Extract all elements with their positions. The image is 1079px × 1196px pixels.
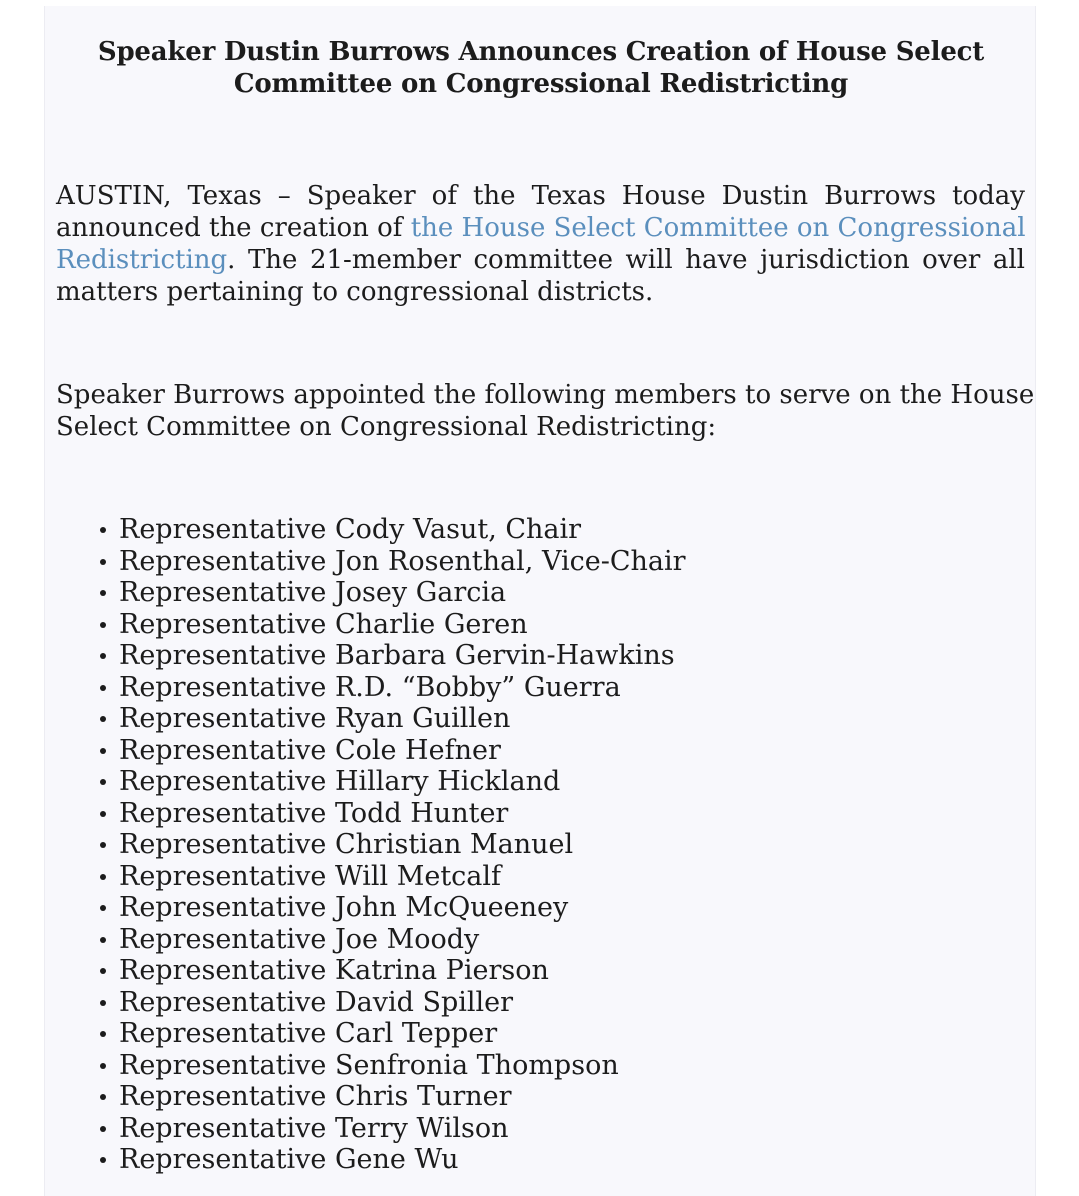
member-name: Representative Charlie Geren [119, 608, 528, 640]
member-name: Representative Cody Vasut, Chair [119, 514, 582, 545]
bullet-icon [100, 1094, 106, 1100]
title-line-1: Speaker Dustin Burrows Announces Creation of House Select [97, 37, 985, 67]
bullet-icon [100, 874, 106, 880]
bullet-icon [100, 968, 106, 974]
member-name: Representative Ryan Guillen [119, 703, 511, 734]
list-item [45, 703, 686, 735]
member-name: Representative R.D. “Bobby” Guerra [119, 671, 621, 703]
member-name: Representative Senfronia Thompson [119, 1049, 619, 1081]
appointment-line-2: Select Committee on Congressional Redistricting: [56, 412, 717, 442]
bullet-icon [100, 811, 106, 817]
member-name: Representative Josey Garcia [119, 577, 507, 608]
bullet-icon [100, 748, 106, 754]
bullet-icon [100, 716, 106, 722]
list-item [45, 546, 686, 578]
bullet-icon [100, 779, 106, 785]
bullet-icon [100, 842, 106, 848]
member-name: Representative Todd Hunter [119, 797, 509, 829]
bullet-icon [100, 905, 106, 911]
member-name: Representative Jon Rosenthal, Vice-Chair [119, 545, 686, 577]
page-title [45, 36, 1037, 100]
list-item [45, 829, 686, 861]
intro-line-3 [56, 244, 1025, 276]
list-item [45, 1018, 686, 1050]
intro-line-3-text: . The 21-member committee will have jurisdiction over all [227, 245, 1025, 275]
list-item [45, 955, 686, 987]
title-line-2: Committee on Congressional Redistricting [233, 69, 849, 99]
bullet-icon [100, 559, 106, 565]
member-name: Representative Chris Turner [119, 1081, 512, 1112]
bullet-icon [100, 937, 106, 943]
list-item [45, 735, 686, 767]
member-name: Representative Christian Manuel [119, 829, 574, 860]
list-item [45, 1081, 686, 1113]
intro-line-2 [56, 212, 1025, 244]
list-item [45, 924, 686, 956]
member-name: Representative Terry Wilson [119, 1112, 509, 1144]
member-name: Representative Katrina Pierson [119, 955, 549, 986]
appointment-paragraph [56, 379, 1035, 443]
list-item [45, 1144, 686, 1176]
member-name: Representative Will Metcalf [119, 860, 502, 892]
list-item [45, 1050, 686, 1082]
bullet-icon [100, 1157, 106, 1163]
list-item [45, 577, 686, 609]
intro-line-2-text: announced the creation of [56, 213, 411, 243]
member-name: Representative Carl Tepper [119, 1018, 498, 1049]
intro-line-1: AUSTIN, Texas – Speaker of the Texas House Dustin Burrows today [56, 181, 1025, 211]
list-item [45, 798, 686, 830]
bullet-icon [100, 590, 106, 596]
members-list [45, 514, 686, 1176]
member-name: Representative Barbara Gervin-Hawkins [119, 640, 675, 671]
bullet-icon [100, 1031, 106, 1037]
member-name: Representative John McQueeney [119, 892, 569, 923]
list-item [45, 766, 686, 798]
appointment-line-1: Speaker Burrows appointed the following members to serve on the House [56, 380, 1035, 410]
member-name: Representative Cole Hefner [119, 734, 501, 766]
committee-link-continued[interactable]: Redistricting [56, 245, 228, 275]
list-item [45, 861, 686, 893]
list-item [45, 672, 686, 704]
list-item [45, 1113, 686, 1145]
bullet-icon [100, 527, 106, 533]
bullet-icon [100, 622, 106, 628]
list-item [45, 609, 686, 641]
list-item [45, 892, 686, 924]
bullet-icon [100, 685, 106, 691]
member-name: Representative Gene Wu [119, 1144, 459, 1175]
list-item [45, 640, 686, 672]
bullet-icon [100, 1126, 106, 1132]
bullet-icon [100, 1063, 106, 1069]
list-item [45, 987, 686, 1019]
press-release-page [44, 6, 1036, 1196]
member-name: Representative David Spiller [119, 986, 514, 1018]
member-name: Representative Joe Moody [119, 923, 480, 955]
list-item [45, 514, 686, 546]
intro-line-4: matters pertaining to congressional districts. [56, 277, 654, 307]
bullet-icon [100, 653, 106, 659]
member-name: Representative Hillary Hickland [119, 766, 561, 797]
committee-link[interactable]: the House Select Committee on Congressional [410, 213, 1026, 243]
bullet-icon [100, 1000, 106, 1006]
intro-paragraph [56, 180, 1025, 308]
